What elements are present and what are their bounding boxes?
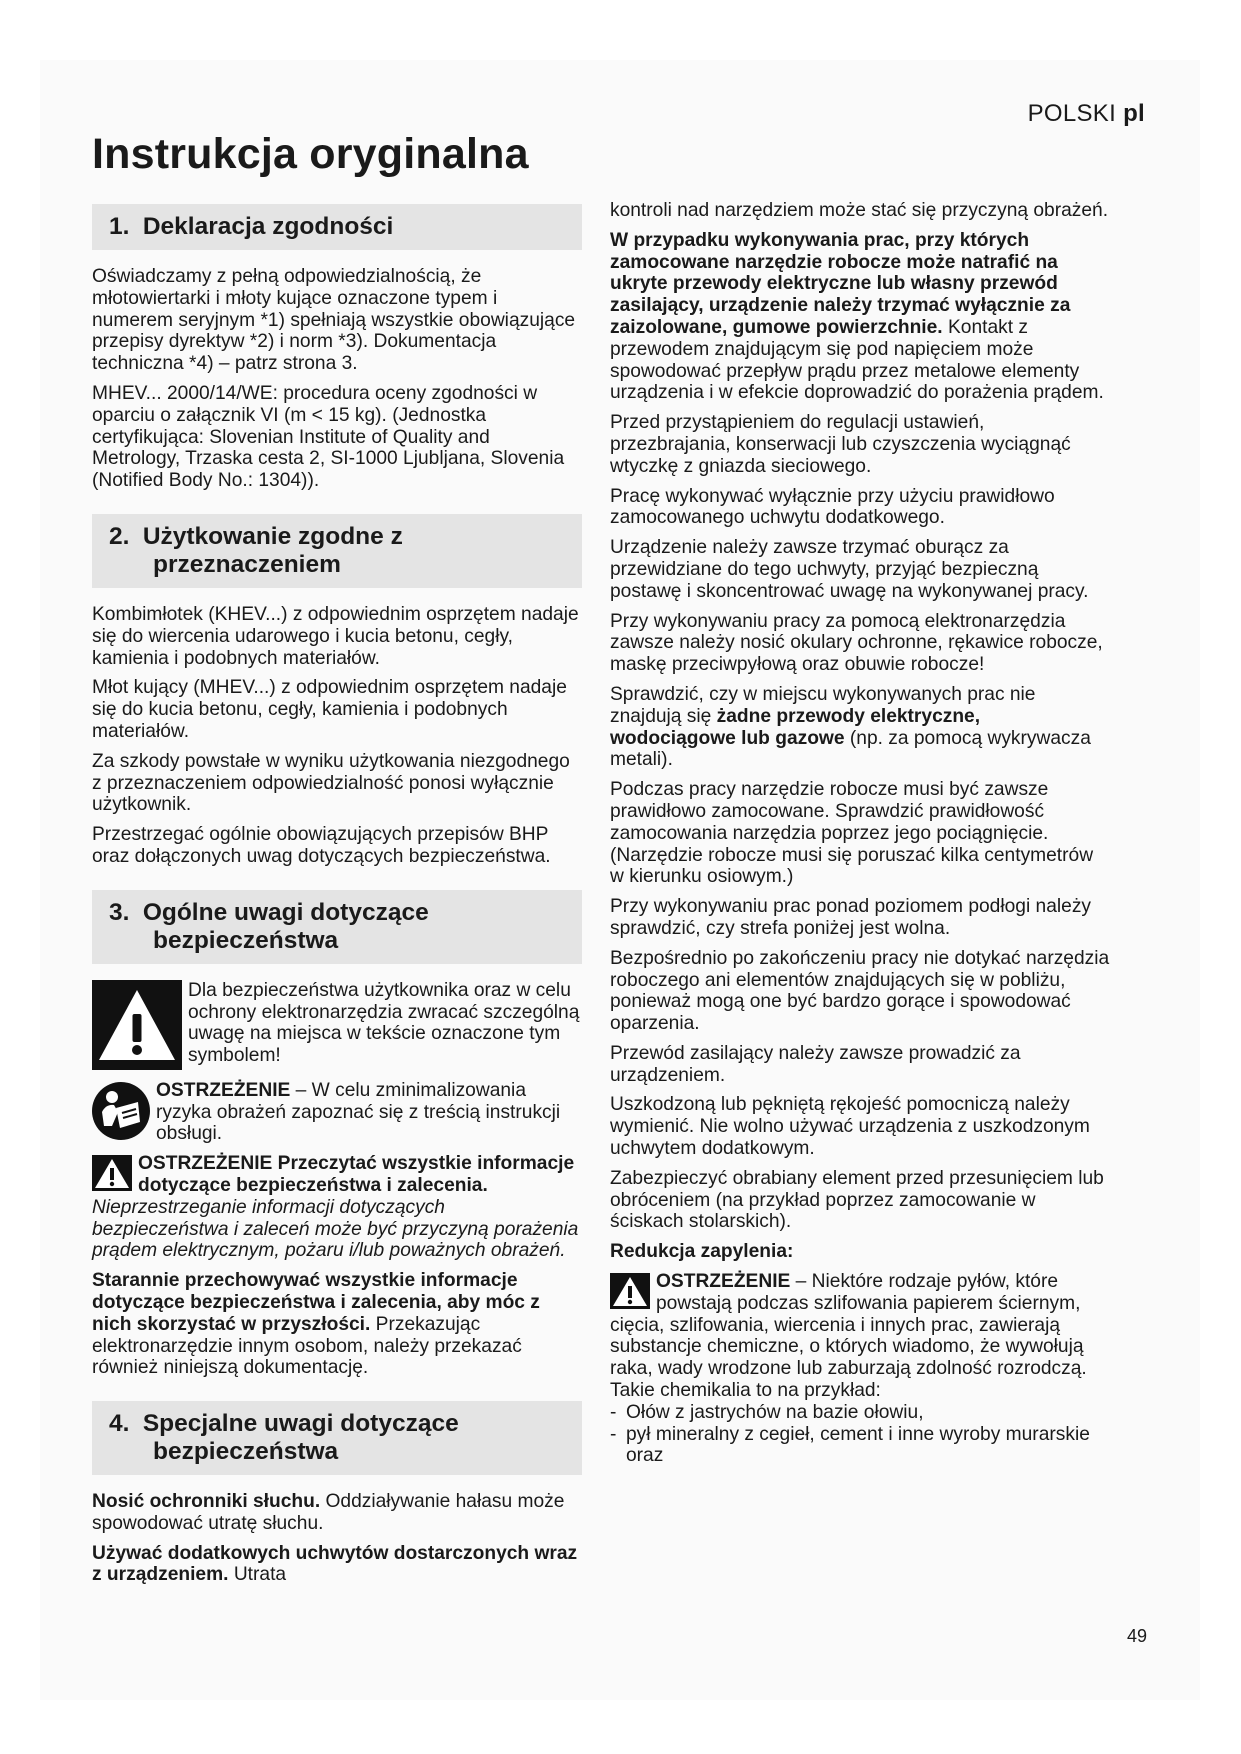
page-number: 49	[1126, 1626, 1147, 1646]
read-manual-warning: OSTRZEŻENIE – W celu zminimalizowania ryzyka obrażeń zapoznać się z treścią instrukcji obsługi.	[92, 1080, 582, 1145]
dust-heading: Redukcja zapylenia:	[610, 1241, 794, 1263]
hearing-protection-paragraph: Nosić ochronniki słuchu. Oddziaływanie hałasu może spowodować utratę słuchu.	[92, 1491, 565, 1534]
mhev-use-paragraph: Młot kujący (MHEV...) z odpowiednim osprzętem nadaje się do kucia betonu, cegły, kamienia i podobnych materiałów.	[92, 677, 567, 742]
section-2-heading: 2. Użytkowanie zgodne z przeznaczeniem	[92, 514, 582, 588]
keep-instructions-paragraph: Starannie przechowywać wszystkie informacje dotyczące bezpieczeństwa i zalecenia, aby móc z nich skorzystać w przyszłości. Przekazując elektronarzędzie innym osobom, należy przekazać również niniejszą dokumentację.	[92, 1270, 540, 1379]
right-column	[610, 200, 1110, 1467]
khev-paragraph: Kombimłotek (KHEV...) z odpowiednim osprzętem nadaje się do wiercenia udarowego i kucia betonu, cegły, kamienia i podobnych materiałów.	[92, 603, 579, 669]
bhp-paragraph: Przestrzegać ogólnie obowiązujących przepisów BHP oraz dołączonych uwag dotyczących bezpieczeństwa.	[92, 824, 551, 867]
hidden-cables-paragraph: W przypadku wykonywania prac, przy których zamocowane narzędzie robocze może natrafić na ukryte przewody elektryczne lub własny przewód zasilający, urządzenie należy trzymać wyłącznie za zaizolowane, gumowe powierzchnie. Kontakt z przewodem znajdującym się pod napięciem może spowodować przepływ prądu przez metalowe elementy urządzenia i w efekcie doprowadzić do porażenia prądem.	[610, 229, 1104, 404]
document-title: Instrukcja oryginalna	[92, 130, 529, 178]
section-1-heading: 1. Deklaracja zgodności	[92, 204, 582, 250]
list-item: - pył mineralny z cegieł, cement i inne wyroby murarskie oraz	[610, 1424, 1110, 1468]
damaged-handle-paragraph: Uszkodzoną lub pękniętą rękojeść pomocniczą należy wymienić. Nie wolno używać urządzenia z uszkodzonym uchwytem dodatkowym.	[610, 1094, 1090, 1160]
language-label: POLSKI pl	[1027, 100, 1145, 127]
warning-triangle-icon	[92, 980, 182, 1070]
list-item: - Ołów z jastrychów na bazie ołowiu,	[610, 1402, 1110, 1424]
auxiliary-handle-paragraph: Używać dodatkowych uchwytów dostarczonych wraz z urządzeniem. Utrata	[92, 1542, 578, 1586]
power-cord-paragraph: Przewód zasilający należy zawsze prowadzić za urządzeniem.	[610, 1042, 1021, 1086]
area-below-paragraph: Przy wykonywaniu prac ponad poziomem podłogi należy sprawdzić, czy strefa poniżej jest wolna.	[610, 896, 1092, 939]
secure-workpiece-paragraph: Zabezpieczyć obrabiany element przed przesunięciem lub obróceniem (na przykład poprzez zamocowanie w ściskach stolarskich).	[610, 1167, 1104, 1233]
section-4-heading: 4. Specjalne uwagi dotyczące bezpieczeństwa	[92, 1401, 582, 1475]
ppe-paragraph: Przy wykonywaniu pracy za pomocą elektronarzędzia zawsze należy nosić okulary ochronne, rękawice robocze, maskę przeciwpyłową oraz obuwie robocze!	[610, 610, 1103, 676]
check-utilities-paragraph: Sprawdzić, czy w miejscu wykonywanych prac nie znajdują się żadne przewody elektryczne, wodociągowe lub gazowe (np. za pomocą wykrywacza metali).	[610, 683, 1091, 771]
left-column	[92, 204, 582, 1594]
read-manual-icon	[92, 1082, 150, 1140]
liability-paragraph: Za szkody powstałe w wyniku użytkowania niezgodnego z przeznaczeniem odpowiedzialność ponosi wyłącznie użytkownik.	[92, 750, 570, 816]
read-all-warnings: OSTRZEŻENIE Przeczytać wszystkie informacje dotyczące bezpieczeństwa i zalecenia. Nieprzestrzeganie informacji dotyczących bezpieczeństwa i zaleceń może być przyczyną porażenia prądem elektrycznym, pożaru i/lub poważnych obrażeń.	[92, 1153, 579, 1262]
tool-fixing-paragraph: Podczas pracy narzędzie robocze musi być zawsze prawidłowo zamocowane. Sprawdzić prawidłowość zamocowania narzędzia poprzez jego pociągnięcie. (Narzędzie robocze musi się poruszać kilka centymetrów w kierunku osiowym.)	[610, 779, 1094, 888]
safety-symbol-note: Dla bezpieczeństwa użytkownika oraz w celu ochrony elektronarzędzia zwracać szczególną uwagę na miejsca w tekście oznaczone tym symbolem!	[92, 980, 582, 1070]
dust-list	[610, 1402, 1110, 1467]
mhev-paragraph: MHEV... 2000/14/WE: procedura oceny zgodności w oparciu o załącznik VI (m < 15 kg). (Jednostka certyfikująca: Slovenian Institute of Quality and Metrology, Trzaska cesta 2, SI-1000 Ljubljana, Slovenia (Notified Body No.: 1304)).	[92, 382, 565, 492]
section-3-heading: 3. Ogólne uwagi dotyczące bezpieczeństwa	[92, 890, 582, 964]
aux-handle-paragraph: Pracę wykonywać wyłącznie przy użyciu prawidłowo zamocowanego uchwytu dodatkowego.	[610, 485, 1055, 529]
warning-small-icon	[92, 1155, 132, 1191]
two-hands-paragraph: Urządzenie należy zawsze trzymać oburącz za przewidziane do tego uchwyty, przyjąć bezpieczną postawę i skoncentrować uwagę na wykonywanej pracy.	[610, 537, 1089, 602]
unplug-paragraph: Przed przystąpieniem do regulacji ustawień, przezbrajania, konserwacji lub czyszczenia wyciągnąć wtyczkę z gniazda sieciowego.	[610, 412, 1071, 477]
control-continuation: kontroli nad narzędziem może stać się przyczyną obrażeń.	[610, 200, 1109, 221]
dust-warning-paragraph: OSTRZEŻENIE – Niektóre rodzaje pyłów, które powstają podczas szlifowania papierem ściernym, cięcia, szlifowania, wiercenia i innych prac, zawierają substancje chemiczne, o których wiadomo, że wywołują raka, wady wrodzone lub zaburzają zdolność rozrodczą. Takie chemikalia to na przykład:	[610, 1271, 1087, 1402]
hot-tool-paragraph: Bezpośrednio po zakończeniu pracy nie dotykać narzędzia roboczego ani elementów znajdujących się w pobliżu, ponieważ mogą one być bardzo gorące i spowodować oparzenia.	[610, 947, 1110, 1035]
warning-small-icon	[610, 1273, 650, 1309]
declaration-paragraph: Oświadczamy z pełną odpowiedzialnością, że młotowiertarki i młoty kujące oznaczone typem i numerem seryjnym *1) spełniają wszystkie obowiązujące przepisy dyrektyw *2) i norm *3). Dokumentacja techniczna *4) – patrz strona 3.	[92, 266, 576, 375]
